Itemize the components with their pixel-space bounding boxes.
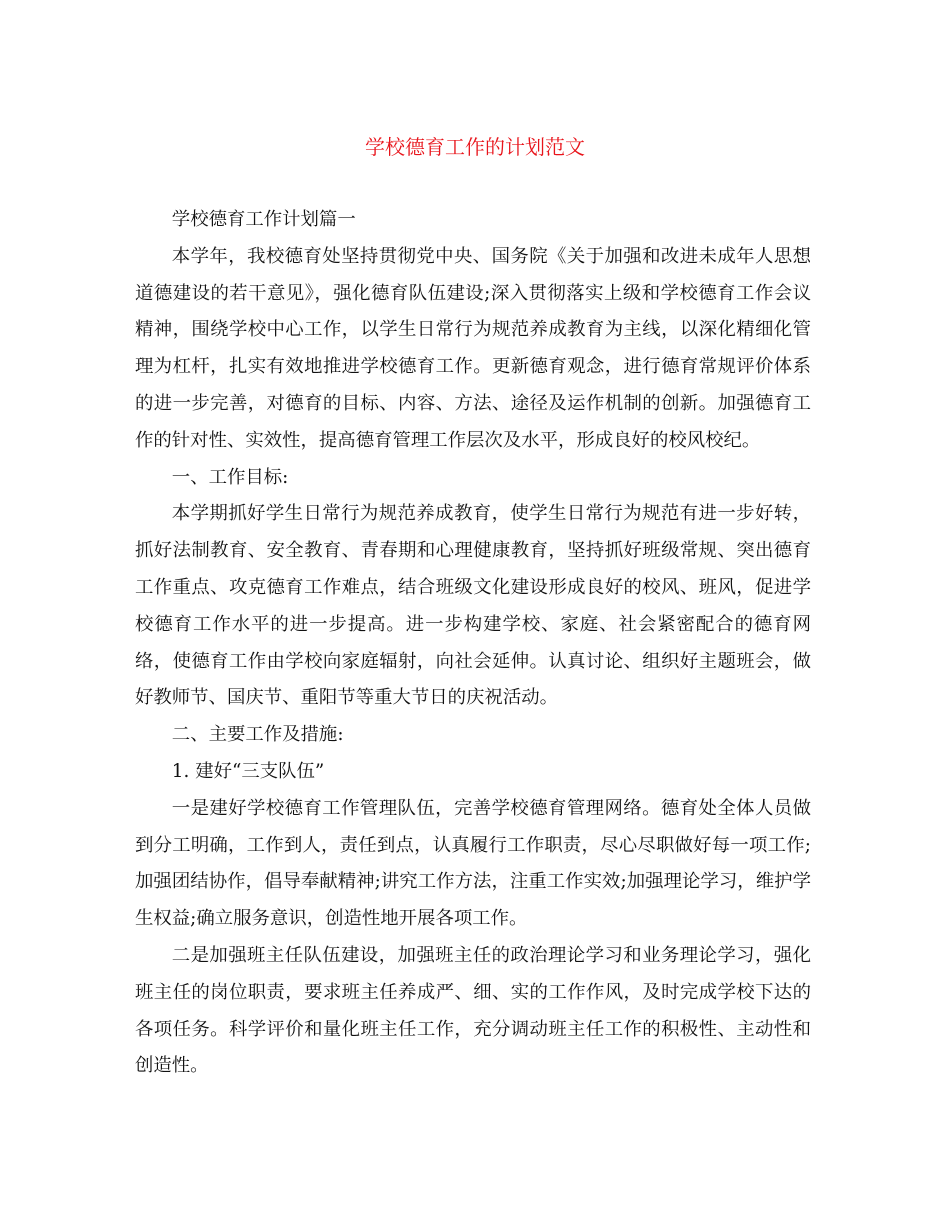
- section-heading: 一、工作目标:: [171, 466, 289, 488]
- section-heading: 二、主要工作及措施:: [171, 724, 344, 746]
- document-body: [135, 202, 811, 1085]
- paragraph: 二是加强班主任队伍建设，加强班主任的政治理论学习和业务理论学习，强化班主任的岗位职责，要求班主任养成严、细、实的工作作风，及时完成学校下达的各项任务。科学评价和量化班主任工作，充分调动班主任工作的积极性、主动性和创造性。: [135, 944, 811, 1077]
- paragraph: 本学期抓好学生日常行为规范养成教育，使学生日常行为规范有进一步好转，抓好法制教育、安全教育、青春期和心理健康教育，坚持抓好班级常规、突出德育工作重点、攻克德育工作难点，结合班级文化建设形成良好的校风、班风，促进学校德育工作水平的进一步提高。进一步构建学校、家庭、社会紧密配合的德育网络，使德育工作由学校向家庭辐射，向社会延伸。认真讨论、组织好主题班会，做好教师节、国庆节、重阳节等重大节日的庆祝活动。: [135, 503, 811, 709]
- document-title: 学校德育工作的计划范文: [365, 135, 585, 159]
- subsection-heading: 1. 建好“三支队伍”: [171, 760, 325, 782]
- section-heading: 学校德育工作计划篇一: [171, 209, 356, 230]
- paragraph: 本学年，我校德育处坚持贯彻党中央、国务院《关于加强和改进未成年人思想道德建设的若干意见》，强化德育队伍建设;深入贯彻落实上级和学校德育工作会议精神，围绕学校中心工作，以学生日常行为规范养成教育为主线，以深化精细化管理为杠杆，扎实有效地推进学校德育工作。更新德育观念，进行德育常规评价体系的进一步完善，对德育的目标、内容、方法、途径及运作机制的创新。加强德育工作的针对性、实效性，提高德育管理工作层次及水平，形成良好的校风校纪。: [135, 245, 811, 451]
- paragraph: 一是建好学校德育工作管理队伍，完善学校德育管理网络。德育处全体人员做到分工明确，工作到人，责任到点，认真履行工作职责，尽心尽职做好每一项工作;加强团结协作，倡导奉献精神;讲究工作方法，注重工作实效;加强理论学习，维护学生权益;确立服务意识，创造性地开展各项工作。: [135, 797, 811, 930]
